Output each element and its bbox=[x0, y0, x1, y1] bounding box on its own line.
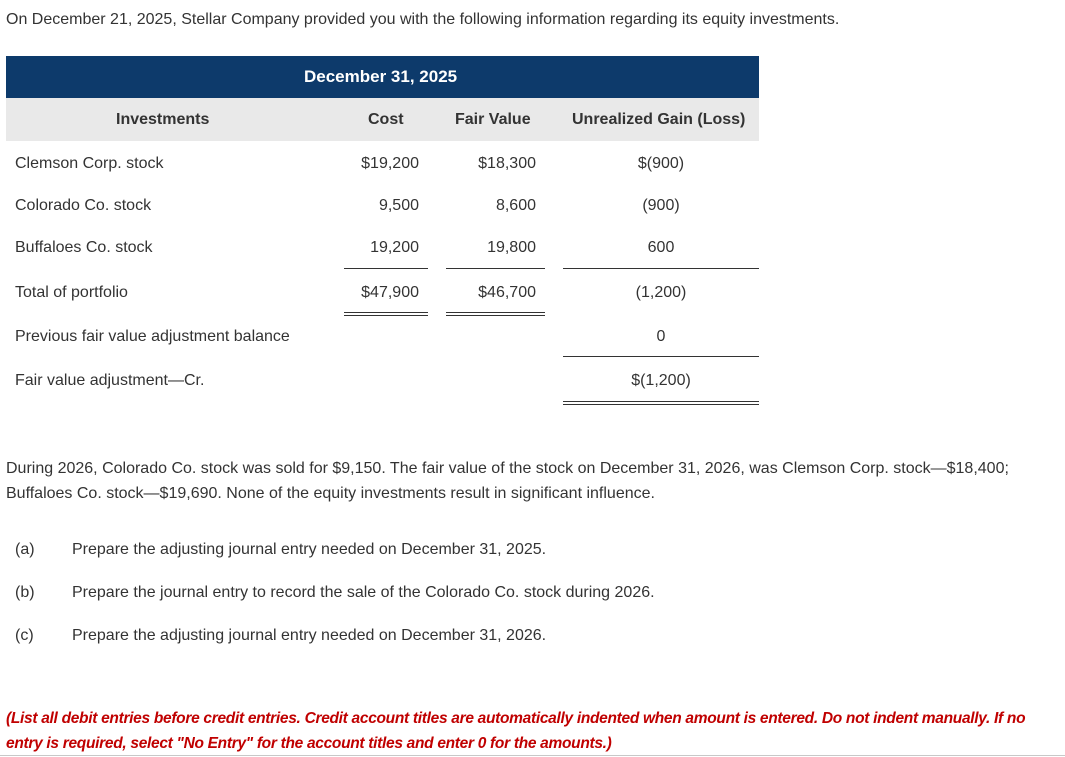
row-label: Clemson Corp. stock bbox=[15, 155, 164, 172]
date-header-label: December 31, 2025 bbox=[304, 67, 458, 86]
row-label: Colorado Co. stock bbox=[15, 197, 152, 214]
table-row bbox=[6, 195, 759, 217]
row-cost: 19,200 bbox=[370, 239, 419, 256]
table-row bbox=[6, 326, 759, 348]
adjustment-double-rule bbox=[563, 401, 759, 405]
part-c bbox=[0, 625, 1065, 647]
table-column-headers bbox=[6, 98, 759, 141]
part-text: Prepare the adjusting journal entry needed on December 31, 2026. bbox=[72, 627, 547, 644]
table-row bbox=[6, 237, 759, 259]
part-text: Prepare the adjusting journal entry needed on December 31, 2025. bbox=[72, 541, 547, 558]
table-row bbox=[6, 153, 759, 175]
col-fair-value: Fair Value bbox=[455, 111, 531, 128]
table-date-header bbox=[6, 56, 759, 98]
fair-value-subtotal-rule bbox=[446, 268, 545, 269]
cost-total-double-rule bbox=[344, 312, 428, 316]
row-unrealized: $(900) bbox=[637, 155, 685, 172]
intro-text: On December 21, 2025, Stellar Company provided you with the following information regarding its equity investments. bbox=[6, 11, 840, 28]
table-row-total bbox=[6, 282, 759, 304]
row-label: Buffaloes Co. stock bbox=[15, 239, 153, 256]
row-fair-value: $46,700 bbox=[478, 284, 536, 301]
fair-value-total-double-rule bbox=[446, 312, 545, 316]
row-unrealized: (1,200) bbox=[635, 284, 687, 301]
part-a bbox=[0, 539, 1065, 561]
adjustment-rule bbox=[563, 356, 759, 357]
row-unrealized: 0 bbox=[656, 328, 666, 345]
row-label: Previous fair value adjustment balance bbox=[15, 328, 290, 345]
part-text: Prepare the journal entry to record the sale of the Colorado Co. stock during 2026. bbox=[72, 584, 655, 601]
row-unrealized: $(1,200) bbox=[631, 372, 691, 389]
row-fair-value: 19,800 bbox=[487, 239, 536, 256]
row-unrealized: (900) bbox=[642, 197, 680, 214]
problem-paragraph: During 2026, Colorado Co. stock was sold for $9,150. The fair value of the stock on December 31, 2026, was Clemson Corp. stock—$18,400; Buffaloes Co. stock—$19,690. None of the equity investments result in significant influence. bbox=[6, 460, 1009, 502]
row-cost: $19,200 bbox=[361, 155, 419, 172]
row-label: Total of portfolio bbox=[15, 284, 128, 301]
part-tag: (c) bbox=[15, 627, 34, 644]
cost-subtotal-rule bbox=[344, 268, 428, 269]
col-unrealized: Unrealized Gain (Loss) bbox=[572, 111, 746, 128]
row-fair-value: $18,300 bbox=[478, 155, 536, 172]
row-label: Fair value adjustment—Cr. bbox=[15, 372, 205, 389]
part-tag: (a) bbox=[15, 541, 35, 558]
col-investments: Investments bbox=[116, 111, 210, 128]
instructions-note: (List all debit entries before credit entries. Credit account titles are automatically indented when amount is entered. Do not indent manually. If no entry is required, select "No Entry" for the account titles and enter 0 for the amounts.) bbox=[6, 710, 1026, 752]
unrealized-subtotal-rule bbox=[563, 268, 759, 269]
row-cost: 9,500 bbox=[378, 197, 419, 214]
row-cost: $47,900 bbox=[361, 284, 419, 301]
table-row bbox=[6, 370, 759, 392]
part-b bbox=[0, 582, 1065, 604]
row-fair-value: 8,600 bbox=[495, 197, 536, 214]
part-tag: (b) bbox=[15, 584, 35, 601]
col-cost: Cost bbox=[368, 111, 404, 128]
bottom-divider bbox=[0, 755, 1065, 756]
row-unrealized: 600 bbox=[647, 239, 675, 256]
